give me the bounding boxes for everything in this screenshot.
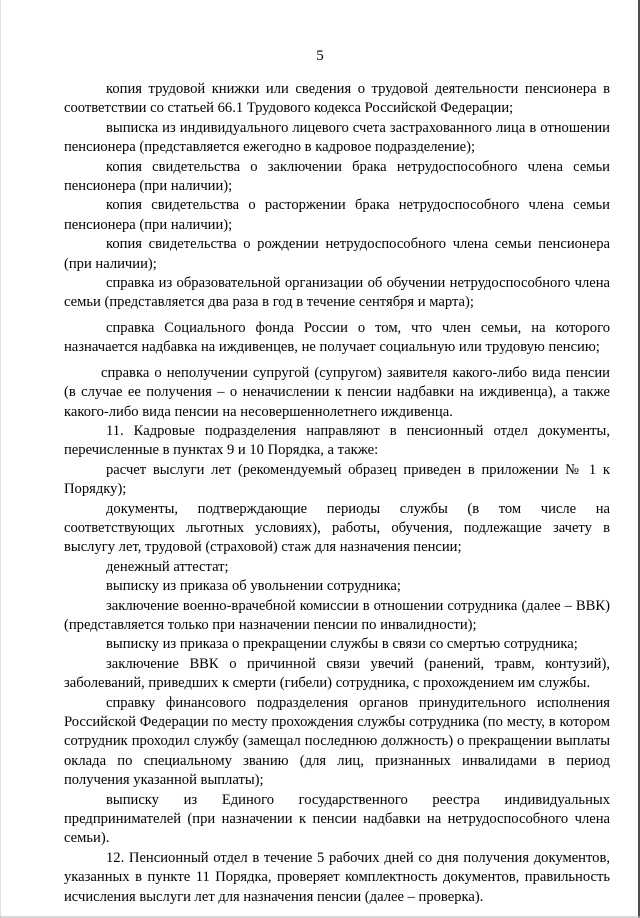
paragraph-dismissal-order-extract: выписку из приказа об увольнении сотрудника;: [106, 578, 401, 595]
paragraph-education-certificate: справка из образовательной организации об обучении нетрудоспособного члена семьи (представляется два раза в год в течение сентября и марта);: [64, 275, 610, 311]
paragraph-medical-commission-conclusion: заключение военно-врачебной комиссии в отношении сотрудника (далее – ВВК) (представляется только при назначении пенсии по инвалидности);: [64, 597, 610, 633]
paragraph-birth-certificate: копия свидетельства о рождении нетрудоспособного члена семьи пенсионера (при наличии);: [64, 236, 610, 272]
paragraph-entrepreneur-register-extract: выписку из Единого государственного реестра индивидуальных предпринимателей (при назначении к пенсии надбавки на нетрудоспособного члена семьи).: [64, 791, 610, 847]
page-number: 5: [316, 48, 324, 64]
paragraph-vvk-causal-link: заключение ВВК о причинной связи увечий (ранений, травм, контузий), заболеваний, приведших к смерти (гибели) сотрудника, с прохождением им службы.: [64, 655, 610, 692]
paragraph-spouse-pension-certificate: справка о неполучении супругой (супругом) заявителя какого-либо вида пенсии (в случае ее получения – о неначислении к пенсии надбавки на иждивенца), а также какого-либо вида пенсии на несовершеннолетнего иждивенца.: [64, 364, 610, 420]
paragraph-section-12: 12. Пенсионный отдел в течение 5 рабочих дней со дня получения документов, указанных в пункте 11 Порядка, проверяет комплектность документов, правильность исчисления выслуги лет для назначения пенсии (далее – проверка).: [64, 849, 610, 905]
document-body: [64, 80, 610, 907]
paragraph-termination-order-extract: выписку из приказа о прекращении службы в связи со смертью сотрудника;: [106, 636, 578, 653]
paragraph-employment-record: копия трудовой книжки или сведения о трудовой деятельности пенсионера в соответствии со статьей 66.1 Трудового кодекса Российской Федерации;: [64, 81, 610, 117]
paragraph-insurance-account-extract: выписка из индивидуального лицевого счета застрахованного лица в отношении пенсионера (представляется ежегодно в кадровое подразделение);: [64, 119, 610, 156]
paragraph-divorce-certificate: копия свидетельства о расторжении брака нетрудоспособного члена семьи пенсионера (при наличии);: [64, 197, 610, 233]
scan-edge-left: [0, 0, 1, 918]
paragraph-service-length-calculation: расчет выслуги лет (рекомендуемый образец приведен в приложении № 1 к Порядку);: [64, 461, 610, 498]
paragraph-finance-unit-certificate: справку финансового подразделения органов принудительного исполнения Российской Федерации по месту прохождения службы сотрудника (по месту, в котором сотрудник проходил службу (замещал последнюю должность) о прекращении выплаты оклада по специальному званию (для лиц, признанных инвалидами в период получения указанной выплаты);: [64, 694, 610, 789]
paragraph-marriage-certificate: копия свидетельства о заключении брака нетрудоспособного члена семьи пенсионера (при наличии);: [64, 158, 610, 195]
paragraph-section-11: 11. Кадровые подразделения направляют в пенсионный отдел документы, перечисленные в пунктах 9 и 10 Порядка, а также:: [64, 422, 610, 459]
paragraph-service-period-documents: документы, подтверждающие периоды службы (в том числе на соответствующих льготных условиях), работы, обучения, подлежащие зачету в выслугу лет, трудовой (страховой) стаж для назначения пенсии;: [64, 500, 610, 556]
paragraph-pay-certificate: денежный аттестат;: [106, 558, 229, 575]
paragraph-social-fund-certificate: справка Социального фонда России о том, что член семьи, на которого назначается надбавка на иждивенцев, не получает социальную или трудовую пенсию;: [64, 319, 610, 356]
